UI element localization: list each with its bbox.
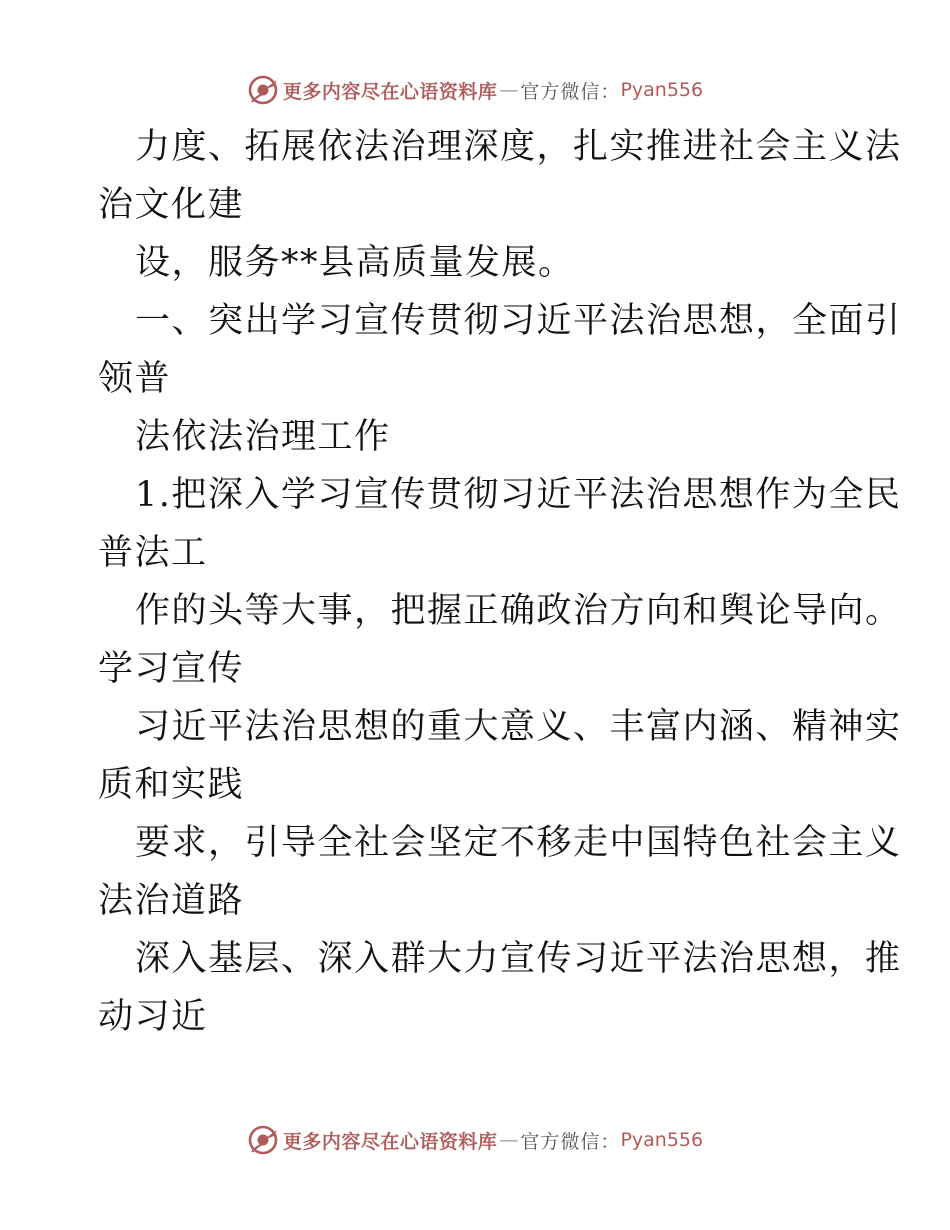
banner-site-text: 更多内容尽在心语资料库 [282,1130,498,1153]
text-line: 力度、拓展依法治理深度，扎实推进社会主义法 [135,127,902,167]
section-heading-line: 领普 [98,359,172,399]
banner-site-text: 更多内容尽在心语资料库 [282,80,498,103]
text-line: 学习宣传 [98,649,245,689]
text-line: 要求，引导全社会坚定不移走中国特色社会主义 [135,823,902,863]
banner-wechat-id: Pyan556 [620,1129,704,1151]
text-line: 习近平法治思想的重大意义、丰富内涵、精神实 [135,707,902,747]
banner-wechat-label: 官方微信： [520,1130,621,1153]
text-line: 作的头等大事，把握正确政治方向和舆论导向。 [135,591,902,631]
text-line: 动习近 [98,997,208,1037]
document-body [98,118,902,1046]
pen-nib-logo-icon [247,74,279,106]
section-heading-line: 法依法治理工作 [135,417,391,457]
text-line: 设，服务**县高质量发展。 [135,243,575,283]
text-line: 法治道路 [98,881,245,921]
text-line: 质和实践 [98,765,245,805]
footer-banner [0,1122,950,1158]
text-line: 1.把深入学习宣传贯彻习近平法治思想作为全民 [135,475,902,515]
text-line: 普法工 [98,533,208,573]
banner-dash: — [499,1129,519,1151]
header-banner [0,72,950,108]
text-line: 治文化建 [98,185,245,225]
banner-dash: — [499,79,519,101]
section-heading-line: 一、突出学习宣传贯彻习近平法治思想，全面引 [135,301,902,341]
banner-wechat-id: Pyan556 [620,79,704,101]
banner-wechat-label: 官方微信： [520,80,621,103]
pen-nib-logo-icon [247,1124,279,1156]
text-line: 深入基层、深入群大力宣传习近平法治思想，推 [135,939,902,979]
